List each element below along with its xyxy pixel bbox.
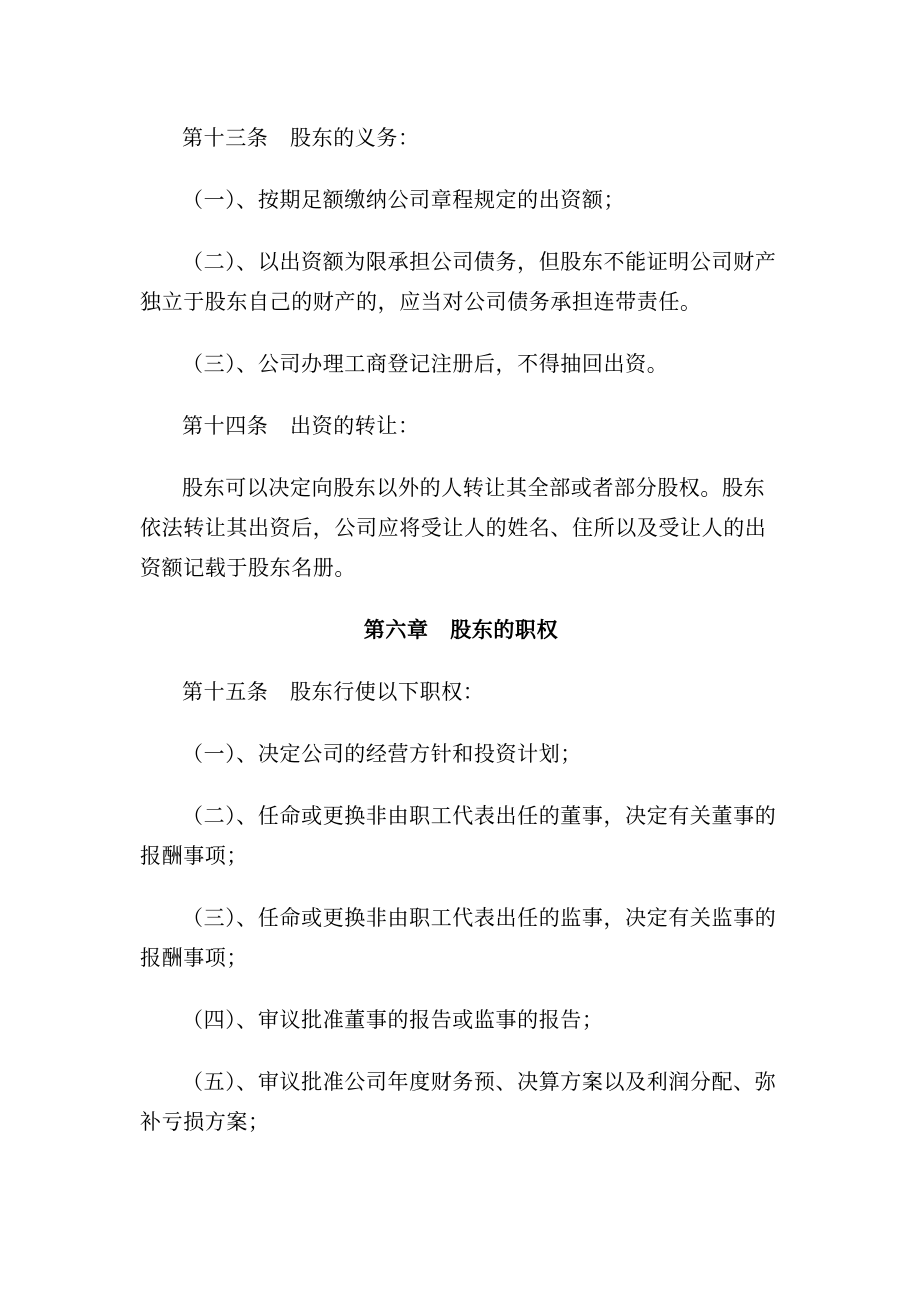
article-13-item-2: （二）、以出资额为限承担公司债务，但股东不能证明公司财产独立于股东自己的财产的，应当对公司债务承担连带责任。 [140, 250, 777, 314]
article-15-item-1: （一）、决定公司的经营方针和投资计划； [182, 742, 582, 766]
article-15-item-2: （二）、任命或更换非由职工代表出任的董事，决定有关董事的报酬事项； [140, 804, 777, 868]
article-13-item-3: （三）、公司办理工商登记注册后，不得抽回出资。 [182, 352, 669, 376]
article-15-item-5: （五）、审议批准公司年度财务预、决算方案以及利润分配、弥补亏损方案； [140, 1070, 777, 1134]
article-15-title: 第十五条 股东行使以下职权： [182, 680, 485, 704]
article-14-body: 股东可以决定向股东以外的人转让其全部或者部分股权。股东依法转让其出资后，公司应将受让人的姓名、住所以及受让人的出资额记载于股东名册。 [140, 476, 767, 580]
chapter-6-heading: 第六章 股东的职权 [363, 617, 559, 642]
document-page [140, 118, 782, 1142]
article-15-item-3: （三）、任命或更换非由职工代表出任的监事，决定有关监事的报酬事项； [140, 906, 777, 970]
article-15-item-4: （四）、审议批准董事的报告或监事的报告； [182, 1008, 604, 1032]
article-14-title: 第十四条 出资的转让： [182, 414, 420, 438]
article-13-item-1: （一）、按期足额缴纳公司章程规定的出资额； [182, 188, 626, 212]
article-13-title: 第十三条 股东的义务： [182, 126, 420, 150]
